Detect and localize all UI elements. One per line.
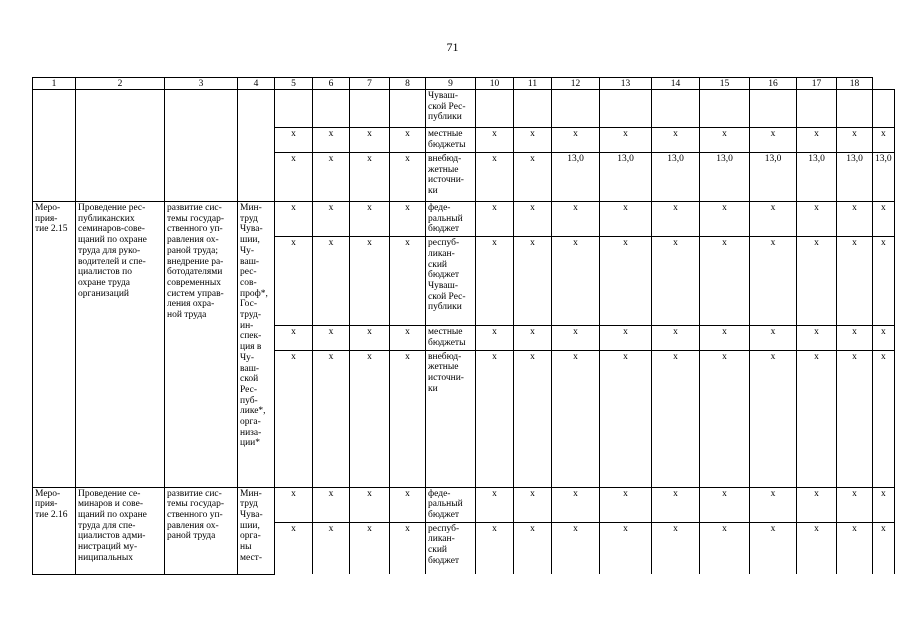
value-cell: х [700,350,750,487]
empty-cell [165,90,238,202]
measure-executor: Мин- труд Чува- шии, Чу- ваш- рес- сов- проф*, Гос- труд- ин- спек- ция в Чу- ваш- ской Рес- пуб- лике*, орга- низа- ции* [238,202,275,488]
value-cell: х [350,237,390,326]
measure-executor: Мин- труд Чува- шии, орга- ны мест- [238,487,275,574]
value-cell: х [700,128,750,153]
value-cell [837,90,873,128]
value-cell: х [313,522,350,574]
funding-source: феде- ральный бюджет [426,202,476,237]
value-cell: 13,0 [552,153,600,202]
value-cell: х [313,237,350,326]
value-cell: х [275,350,313,487]
value-cell [552,90,600,128]
value-cell: х [750,202,797,237]
value-cell: х [700,202,750,237]
value-cell: х [476,326,514,350]
value-cell: х [797,128,837,153]
column-number: 5 [275,78,313,90]
value-cell: х [313,487,350,522]
value-cell: х [600,522,652,574]
value-cell: х [350,487,390,522]
column-number: 8 [390,78,426,90]
value-cell: х [390,487,426,522]
funding-source: респуб- ликан- ский бюджет Чуваш- ской Рес- публики [426,237,476,326]
value-cell [275,90,313,128]
value-cell: х [837,350,873,487]
value-cell: х [700,487,750,522]
header-row [33,78,895,90]
value-cell: х [797,487,837,522]
value-cell: х [750,237,797,326]
column-number: 14 [652,78,700,90]
value-cell: х [514,487,552,522]
value-cell: х [275,522,313,574]
value-cell [476,90,514,128]
value-cell: х [652,350,700,487]
value-cell: х [552,326,600,350]
value-cell: х [750,350,797,487]
value-cell [750,90,797,128]
value-cell [600,90,652,128]
value-cell: 13,0 [873,153,895,202]
value-cell: х [313,153,350,202]
value-cell [390,90,426,128]
value-cell: х [390,128,426,153]
funding-source: местные бюджеты [426,128,476,153]
value-cell: х [476,522,514,574]
column-number: 15 [700,78,750,90]
value-cell: х [797,202,837,237]
value-cell: х [350,350,390,487]
value-cell: х [873,202,895,237]
value-cell: х [476,128,514,153]
column-number: 12 [552,78,600,90]
value-cell: х [750,522,797,574]
value-cell: х [873,350,895,487]
value-cell: х [514,326,552,350]
value-cell: х [700,237,750,326]
value-cell: х [390,202,426,237]
value-cell: х [837,128,873,153]
value-cell: х [514,202,552,237]
value-cell: х [873,326,895,350]
value-cell: 13,0 [797,153,837,202]
value-cell: х [652,522,700,574]
column-number: 18 [837,78,873,90]
value-cell: х [390,350,426,487]
funding-source: феде- ральный бюджет [426,487,476,522]
value-cell: х [600,326,652,350]
value-cell: х [837,202,873,237]
measure-code: Меро- прия- тие 2.15 [33,202,76,488]
value-cell [700,90,750,128]
value-cell: х [700,522,750,574]
column-number: 11 [514,78,552,90]
empty-cell [76,90,165,202]
value-cell: х [600,487,652,522]
value-cell: х [476,202,514,237]
page-number: 71 [446,40,459,54]
value-cell: х [600,202,652,237]
value-cell: х [313,202,350,237]
funding-source: внебюд- жетные источни- ки [426,350,476,487]
value-cell: х [652,237,700,326]
value-cell: х [837,522,873,574]
column-number: 17 [797,78,837,90]
value-cell: х [873,128,895,153]
column-number: 3 [165,78,238,90]
value-cell: х [700,326,750,350]
measure-row [33,202,895,237]
value-cell [873,90,895,128]
value-cell: х [514,237,552,326]
value-cell: х [514,522,552,574]
value-cell: х [600,350,652,487]
value-cell: х [837,326,873,350]
value-cell: х [476,487,514,522]
column-number: 10 [476,78,514,90]
empty-cell [238,90,275,202]
value-cell [514,90,552,128]
value-cell: х [350,202,390,237]
value-cell: х [873,487,895,522]
value-cell: х [837,237,873,326]
measure-goal: развитие сис- темы государ- ственного уп- равления ох- раной труда [165,487,238,574]
value-cell: 13,0 [700,153,750,202]
funding-source: респуб- ликан- ский бюджет [426,522,476,574]
value-cell: х [552,128,600,153]
value-cell: х [750,326,797,350]
value-cell: х [390,237,426,326]
value-cell: х [313,128,350,153]
value-cell: х [873,237,895,326]
column-number: 4 [238,78,275,90]
value-cell: х [600,237,652,326]
value-cell: х [275,237,313,326]
value-cell: х [552,350,600,487]
value-cell: 13,0 [750,153,797,202]
column-number: 16 [750,78,797,90]
value-cell: х [873,522,895,574]
value-cell: х [797,350,837,487]
value-cell: х [390,522,426,574]
measure-name: Проведение рес- публиканских семинаров-сове- щаний по охране труда для руко- водителей и спе- циалистов по охране труда организаций [76,202,165,488]
column-number: 6 [313,78,350,90]
funding-source: местные бюджеты [426,326,476,350]
value-cell: х [350,153,390,202]
value-cell: х [750,128,797,153]
value-cell: х [797,326,837,350]
value-cell: х [350,326,390,350]
value-cell: х [552,202,600,237]
measure-row [33,487,895,522]
value-cell: х [275,202,313,237]
measure-goal: развитие сис- темы государ- ственного уп- равления ох- раной труда; внедрение ра- ботодателями современных систем управ- ления охра- ной труда [165,202,238,488]
value-cell: х [275,326,313,350]
value-cell [313,90,350,128]
value-cell: х [514,128,552,153]
funding-source: внебюд- жетные источни- ки [426,153,476,202]
value-cell: х [552,522,600,574]
value-cell: х [476,350,514,487]
value-cell: х [552,237,600,326]
value-cell: х [313,350,350,487]
value-cell: х [275,128,313,153]
value-cell: х [837,487,873,522]
value-cell: х [275,487,313,522]
value-cell: х [514,153,552,202]
value-cell: х [652,128,700,153]
budget-table [32,77,895,575]
value-cell: 13,0 [600,153,652,202]
column-number: 13 [600,78,652,90]
value-cell: х [350,128,390,153]
value-cell: х [350,522,390,574]
value-cell: х [600,128,652,153]
value-cell: х [476,237,514,326]
value-cell: х [552,487,600,522]
value-cell: х [514,350,552,487]
value-cell: х [275,153,313,202]
value-cell [797,90,837,128]
value-cell [652,90,700,128]
measure-name: Проведение се- минаров и сове- щаний по охране труда для спе- циалистов адми- нистраций му- ниципальных [76,487,165,574]
column-number: 1 [33,78,76,90]
value-cell: 13,0 [652,153,700,202]
value-cell [350,90,390,128]
value-cell: 13,0 [837,153,873,202]
value-cell: х [750,487,797,522]
value-cell: х [313,326,350,350]
column-number: 9 [426,78,476,90]
value-cell: х [390,153,426,202]
measure-code: Меро- прия- тие 2.16 [33,487,76,574]
value-cell: х [476,153,514,202]
value-cell: х [797,522,837,574]
value-cell: х [652,202,700,237]
value-cell: х [652,326,700,350]
value-cell: х [390,326,426,350]
column-number: 7 [350,78,390,90]
column-number: 2 [76,78,165,90]
continued-row [33,90,895,128]
value-cell: х [797,237,837,326]
value-cell: х [652,487,700,522]
empty-cell [33,90,76,202]
funding-source: Чуваш- ской Рес- публики [426,90,476,128]
